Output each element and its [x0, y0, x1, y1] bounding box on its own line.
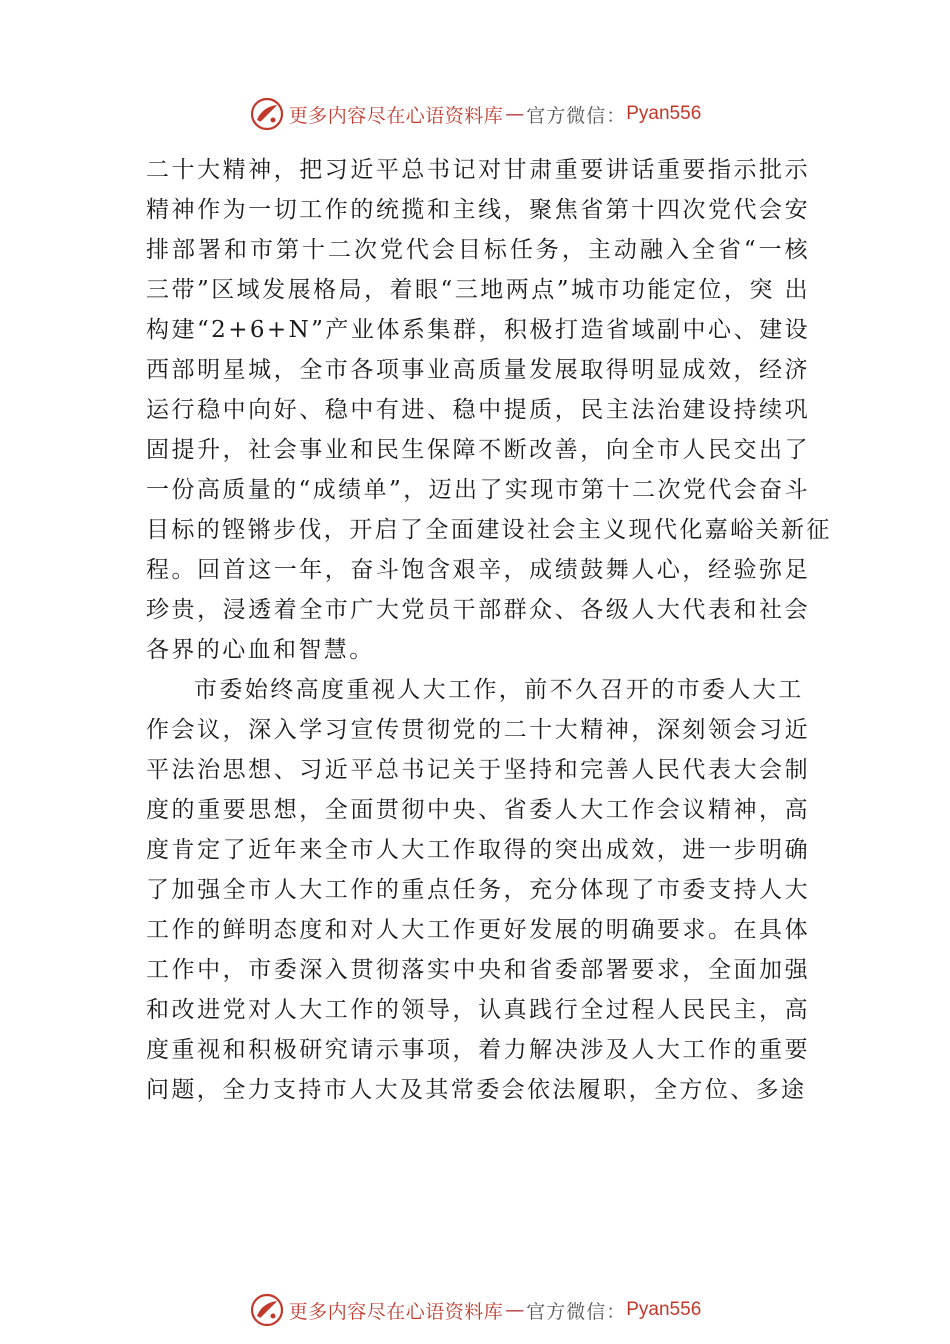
- text-line: 一份高质量的“成绩单”，迈出了实现市第十二次党代会奋斗: [146, 477, 810, 503]
- text-line: 精神作为一切工作的统揽和主线，聚焦省第十四次党代会安: [146, 197, 810, 223]
- text-line: 珍贵，浸透着全市广大党员干部群众、各级人大代表和社会: [146, 597, 810, 623]
- text-line: 固提升，社会事业和民生保障不断改善，向全市人民交出了: [146, 437, 810, 463]
- text-line: 度重视和积极研究请示事项，着力解决涉及人大工作的重要: [146, 1037, 810, 1063]
- brand-logo-icon: [249, 96, 285, 132]
- document-body: [146, 150, 832, 1110]
- text-line: 了加强全市人大工作的重点任务，充分体现了市委支持人大: [146, 877, 810, 903]
- text-line: 二十大精神，把习近平总书记对甘肃重要讲话重要指示批示: [146, 157, 810, 183]
- text-line: 运行稳中向好、稳中有进、稳中提质，民主法治建设持续巩: [146, 397, 810, 423]
- brand-logo-icon: [249, 1292, 285, 1328]
- footer-brand-text: 更多内容尽在心语资料库: [288, 1300, 504, 1323]
- text-line: 问题，全力支持市人大及其常委会依法履职，全方位、多途: [146, 1077, 807, 1103]
- header-contact-id: Pyan556: [626, 103, 702, 124]
- text-line: 目标的铿锵步伐，开启了全面建设社会主义现代化嘉峪关新征: [146, 517, 832, 543]
- text-line: 度肯定了近年来全市人大工作取得的突出成效，进一步明确: [146, 837, 810, 863]
- text-line: 排部署和市第十二次党代会目标任务，主动融入全省“一核: [146, 237, 810, 263]
- text-line: 各界的心血和智慧。: [146, 637, 375, 663]
- paragraph-1: [146, 150, 832, 670]
- footer-contact-id: Pyan556: [626, 1299, 702, 1320]
- footer-contact-label: 官方微信：: [526, 1300, 627, 1323]
- header-contact-label: 官方微信：: [526, 104, 627, 127]
- text-line: 三带”区域发展格局，着眼“三地两点”城市功能定位，突 出: [146, 277, 810, 303]
- header-banner: [0, 94, 950, 134]
- text-line: 和改进党对人大工作的领导，认真践行全过程人民民主，高: [146, 997, 810, 1023]
- text-line: 工作中，市委深入贯彻落实中央和省委部署要求，全面加强: [146, 957, 810, 983]
- text-line: 度的重要思想，全面贯彻中央、省委人大工作会议精神，高: [146, 797, 810, 823]
- footer-dash: —: [505, 1299, 525, 1321]
- text-line: 作会议，深入学习宣传贯彻党的二十大精神，深刻领会习近: [146, 717, 810, 743]
- paragraph-2: [146, 670, 810, 1110]
- header-dash: —: [505, 103, 525, 125]
- text-line: 程。回首这一年，奋斗饱含艰辛，成绩鼓舞人心，经验弥足: [146, 557, 810, 583]
- header-brand-text: 更多内容尽在心语资料库: [288, 104, 504, 127]
- text-line: 构建“2+6+N”产业体系集群，积极打造省域副中心、建设: [146, 317, 810, 343]
- text-line: 西部明星城，全市各项事业高质量发展取得明显成效，经济: [146, 357, 810, 383]
- footer-banner: [0, 1290, 950, 1330]
- text-line-indented: 市委始终高度重视人大工作，前不久召开的市委人大工: [194, 677, 804, 703]
- text-line: 工作的鲜明态度和对人大工作更好发展的明确要求。在具体: [146, 917, 810, 943]
- text-line: 平法治思想、习近平总书记关于坚持和完善人民代表大会制: [146, 757, 810, 783]
